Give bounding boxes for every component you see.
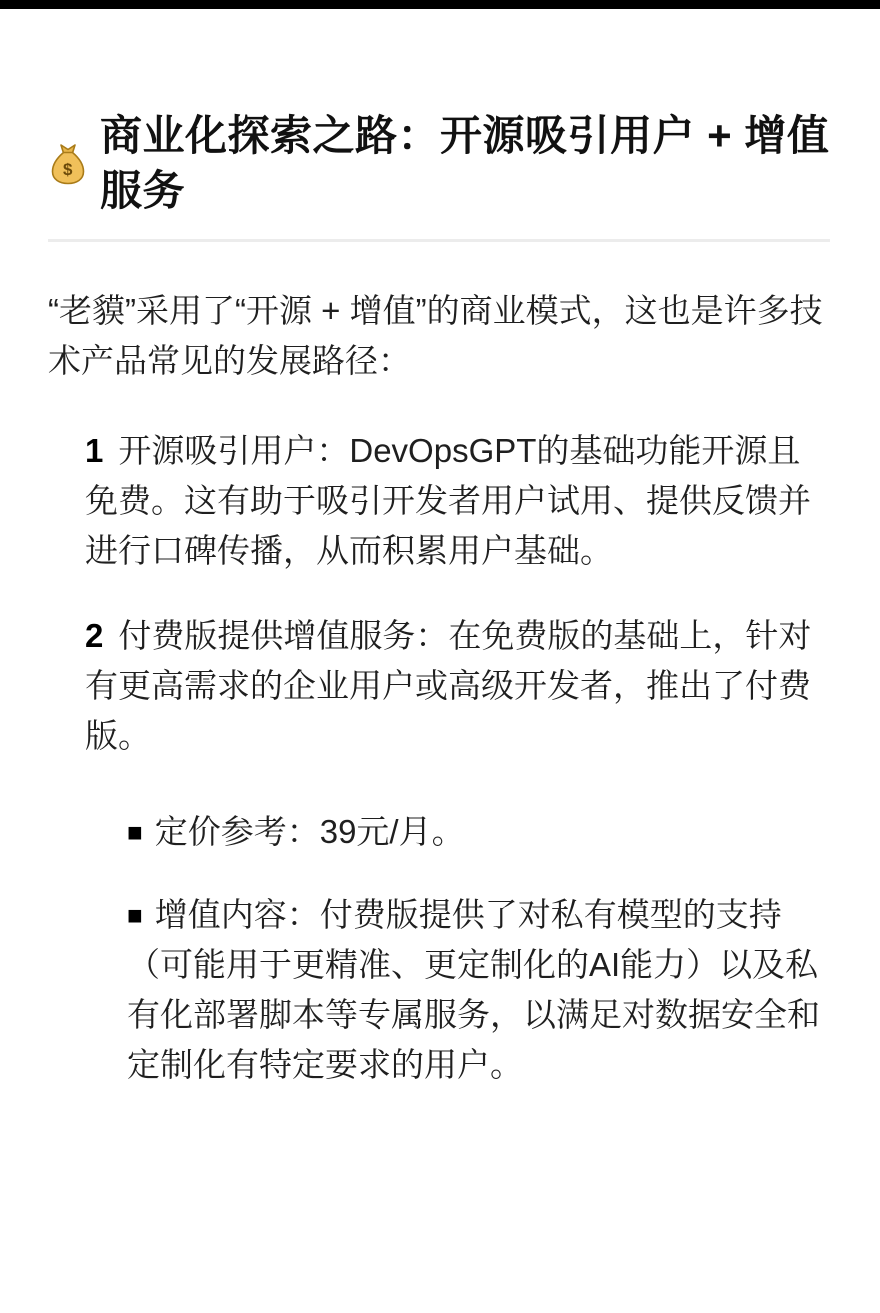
- heading-divider: [48, 239, 830, 242]
- heading-text: 商业化探索之路：开源吸引用户 + 增值服务: [100, 112, 830, 214]
- bullet-item-value-added: [127, 890, 830, 1090]
- square-bullet-icon: ■: [127, 900, 143, 931]
- item-2-number: 2: [85, 617, 104, 655]
- bullet-item-pricing: [127, 807, 830, 857]
- numbered-item-2: [85, 611, 830, 761]
- svg-text:$: $: [63, 159, 73, 179]
- item-2-text: 付费版提供增值服务：在免费版的基础上，针对有更高需求的企业用户或高级开发者，推出了付费版。: [85, 617, 812, 755]
- article-body: [0, 109, 880, 1313]
- item-1-number: 1: [85, 432, 104, 470]
- bullet-value-added-text: 增值内容：付费版提供了对私有模型的支持（可能用于更精准、更定制化的AI能力）以及私有化部署脚本等专属服务，以满足对数据安全和定制化有特定要求的用户。: [127, 896, 820, 1084]
- money-bag-icon: [48, 143, 88, 185]
- intro-paragraph: “老貘”采用了“开源 + 增值”的商业模式，这也是许多技术产品常见的发展路径：: [48, 292, 823, 380]
- item-1-text: 开源吸引用户：DevOpsGPT的基础功能开源且免费。这有助于吸引开发者用户试用、提供反馈并进行口碑传播，从而积累用户基础。: [85, 432, 811, 570]
- numbered-item-1: [85, 426, 830, 576]
- bullet-pricing-text: 定价参考：39元/月。: [154, 813, 465, 851]
- top-bar: [0, 0, 880, 9]
- square-bullet-icon: ■: [127, 817, 143, 848]
- article-heading: [48, 109, 830, 218]
